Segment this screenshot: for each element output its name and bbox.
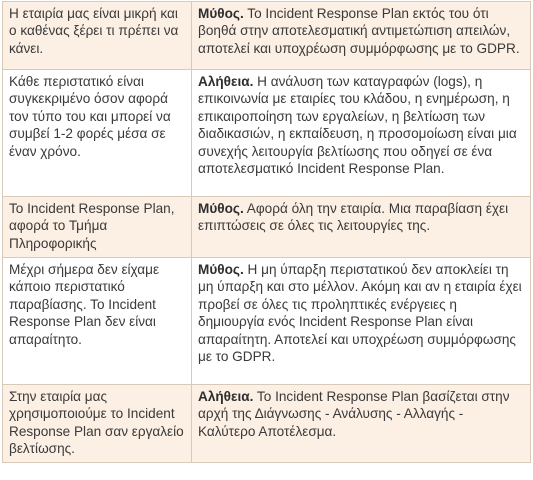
verdict-label: Μύθος. (198, 262, 244, 277)
myth-truth-table (2, 1, 531, 463)
myth-cell: Η εταιρία μας είναι μικρή και ο καθένας ξέρει τι πρέπει να κάνει. (3, 2, 192, 70)
answer-cell (192, 385, 531, 463)
answer-cell (192, 70, 531, 197)
verdict-label: Μύθος. (198, 201, 244, 216)
table-row (3, 70, 531, 197)
table-row (3, 385, 531, 463)
verdict-label: Μύθος. (198, 6, 244, 21)
myth-cell: Κάθε περιστατικό είναι συγκεκριμένο όσον αφορά τον τύπο του και μπορεί να συμβεί 1-2 φορές μέσα σε έναν χρόνο. (3, 70, 192, 197)
answer-cell (192, 197, 531, 258)
answer-text: Η ανάλυση των καταγραφών (logs), η επικοινωνία με εταιρίες του κλάδου, η ενημέρωση, η επικαιροποίηση των εργαλείων, η βελτίωση των διαδικασιών, η εκπαίδευση, η προσομοίωση είναι μια συνεχής λειτουργία βελτίωσης που οδηγεί σε ένα αποτελεσματικό Incident Response Plan. (198, 74, 517, 177)
answer-text: Το Incident Response Plan βασίζεται στην αρχή της Διάγνωσης - Ανάλυσης - Αλλαγής - Καλύτερο Αποτέλεσμα. (198, 389, 510, 439)
table-row (3, 2, 531, 70)
myth-cell: Μέχρι σήμερα δεν είχαμε κάποιο περιστατικό παραβίασης. Το Incident Response Plan δεν είναι απαραίτητο. (3, 258, 192, 385)
table-row (3, 258, 531, 385)
answer-text: Το Incident Response Plan εκτός του ότι βοηθά στην αποτελεσματική αντιμετώπιση απειλών, αποτελεί και υποχρέωση συμμόρφωσης με το GDPR. (198, 6, 520, 56)
verdict-label: Αλήθεια. (198, 389, 254, 404)
answer-cell (192, 2, 531, 70)
answer-text: Αφορά όλη την εταιρία. Μια παραβίαση έχει επιπτώσεις σε όλες τις λειτουργίες της. (198, 201, 509, 234)
answer-cell (192, 258, 531, 385)
myth-cell: Το Incident Response Plan, αφορά το Τμήμα Πληροφορικής (3, 197, 192, 258)
myth-cell: Στην εταιρία μας χρησιμοποιούμε το Incident Response Plan σαν εργαλείο βελτίωσης. (3, 385, 192, 463)
answer-text: Η μη ύπαρξη περιστατικού δεν αποκλείει τη μη ύπαρξη και στο μέλλον. Ακόμη και αν η εταιρία έχει προβεί σε όλες τις προληπτικές ενέργειες η δημιουργία ενός Incident Response Plan είναι απαραίτητη. Αποτελεί και υποχρέωση συμμόρφωσης με το GDPR. (198, 262, 522, 365)
table-row (3, 197, 531, 258)
verdict-label: Αλήθεια. (198, 74, 254, 89)
